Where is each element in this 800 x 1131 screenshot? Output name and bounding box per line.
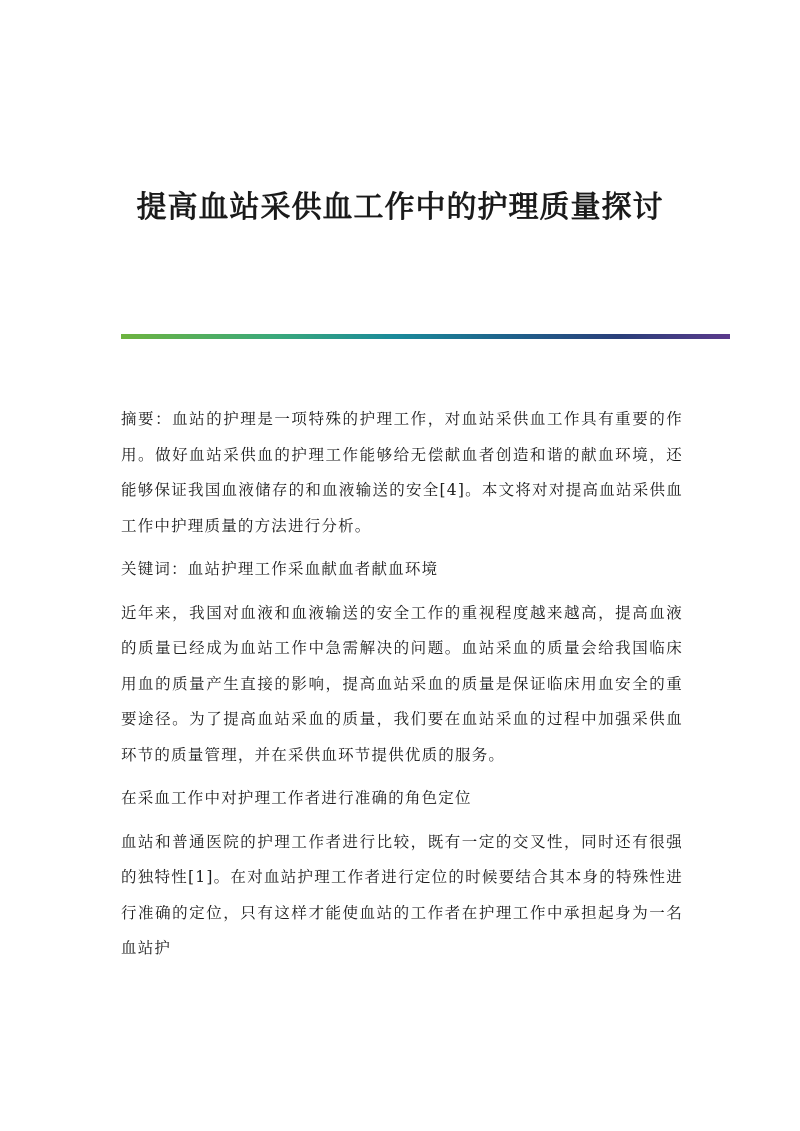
intro-paragraph: 近年来，我国对血液和血液输送的安全工作的重视程度越来越高，提高血液的质量已经成为血站工作中急需解决的问题。血站采血的质量会给我国临床用血的质量产生直接的影响，提高血站采血的质量是保证临床用血安全的重要途径。为了提高血站采血的质量，我们要在血站采血的过程中加强采供血环节的质量管理，并在采供血环节提供优质的服务。 [121,603,683,764]
keywords-paragraph: 关键词：血站护理工作采血献血者献血环境 [121,560,439,578]
abstract-paragraph: 摘要：血站的护理是一项特殊的护理工作，对血站采供血工作具有重要的作用。做好血站采供血的护理工作能够给无偿献血者创造和谐的献血环境，还能够保证我国血液储存的和血液输送的安全[4]。本文将对对提高血站采供血工作中护理质量的方法进行分析。 [121,410,683,535]
title-divider [121,334,730,339]
section-heading: 在采血工作中对护理工作者进行准确的角色定位 [121,789,472,807]
document-body [121,402,683,975]
section-paragraph: 血站和普通医院的护理工作者进行比较，既有一定的交叉性，同时还有很强的独特性[1]。在对血站护理工作者进行定位的时候要结合其本身的特殊性进行准确的定位，只有这样才能使血站的工作者在护理工作中承担起身为一名血站护 [121,832,683,957]
document-title: 提高血站采供血工作中的护理质量探讨 [136,190,664,225]
